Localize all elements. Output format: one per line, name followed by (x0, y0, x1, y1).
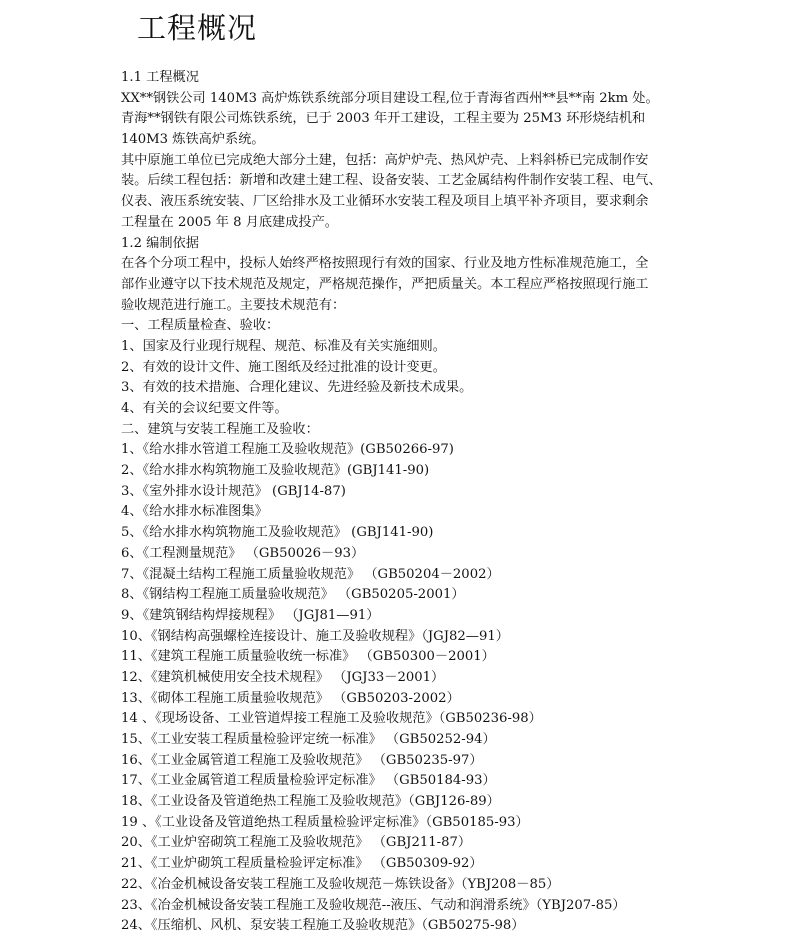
document-line: 15、《工业安装工程质量检验评定统一标准》 （GB50252-94） (121, 732, 496, 747)
document-line: 8、《钢结构工程施工质量验收规范》 （GB50205-2001） (121, 587, 465, 603)
document-line: 23、《冶金机械设备安装工程施工及验收规范--液压、气动和润滑系统》（YBJ207-85） (121, 897, 626, 913)
document-line: 6、《工程测量规范》 （GB50026－93） (121, 545, 365, 561)
document-line: 18、《工业设备及管道绝热工程施工及验收规范》（GBJ126-89） (121, 794, 500, 810)
document-title: 工程概况 (137, 11, 258, 45)
document-line: 10、《钢结构高强螺栓连接设计、施工及验收规程》（JGJ82—91） (121, 628, 509, 644)
document-line: 1、《给水排水管道工程施工及验收规范》(GB50266-97) (121, 442, 454, 458)
document-line: 2、《给水排水构筑物施工及验收规范》(GBJ141-90) (121, 463, 430, 479)
document-line: 16、《工业金属管道工程施工及验收规范》 （GB50235-97） (121, 752, 483, 768)
document-line: 24、《压缩机、风机、泵安装工程施工及验收规范》（GB50275-98） (121, 918, 525, 934)
document-line: 13、《砌体工程施工质量验收规范》 （GB50203-2002） (121, 690, 460, 706)
document-line: 二、建筑与安装工程施工及验收： (121, 421, 319, 437)
document-line: 7、《混凝土结构工程施工质量验收规范》 （GB50204－2002） (121, 566, 500, 582)
document-line: 部作业遵守以下技术规范及规定，严格规范操作，严把质量关。本工程应严格按照现行施工 (121, 276, 649, 292)
document-line: 其中原施工单位已完成绝大部分土建，包括：高炉炉壳、热风炉壳、上料斜桥已完成制作安 (121, 152, 649, 168)
document-line: 20、《工业炉窑砌筑工程施工及验收规范》 （GBJ211-87） (121, 835, 472, 851)
document-line: 1.2 编制依据 (121, 235, 199, 251)
document-line: XX**钢铁公司 140M3 高炉炼铁系统部分项目建设工程,位于青海省西州**县**南 2km 处。 (121, 90, 659, 106)
document-line: 140M3 炼铁高炉系统。 (121, 132, 265, 148)
document-line: 22、《冶金机械设备安装工程施工及验收规范－炼铁设备》（YBJ208－85） (121, 876, 560, 892)
document-line: 17、《工业金属管道工程质量检验评定标准》 （GB50184-93） (121, 773, 496, 789)
document-line: 4、有关的会议纪要文件等。 (121, 401, 288, 416)
document-line: 3、有效的技术措施、合理化建议、先进经验及新技术成果。 (121, 380, 473, 396)
document-line: 5、《给水排水构筑物施工及验收规范》 (GBJ141-90) (121, 525, 434, 541)
document-line: 仪表、液压系统安装、厂区给排水及工业循环水安装工程及项目上填平补齐项目，要求剩余 (121, 194, 649, 210)
document-line: 1、国家及行业现行规程、规范、标准及有关实施细则。 (121, 338, 446, 354)
document-line: 青海**钢铁有限公司炼铁系统，已于 2003 年开工建设，工程主要为 25M3 环形烧结机和 (121, 111, 646, 127)
document-line: 9、《建筑钢结构焊接规程》 （JGJ81—91） (121, 607, 380, 623)
document-line: 14 、《现场设备、工业管道焊接工程施工及验收规范》（GB50236-98） (121, 711, 542, 727)
document-line: 2、有效的设计文件、施工图纸及经过批准的设计变更。 (121, 359, 446, 375)
document-line: 在各个分项工程中，投标人始终严格按照现行有效的国家、行业及地方性标准规范施工，全 (121, 256, 649, 272)
document-line: 3、《室外排水设计规范》 (GBJ14-87) (121, 483, 346, 499)
document-line: 装。后续工程包括：新增和改建土建工程、设备安装、工艺金属结构件制作安装工程、电气、 (121, 173, 662, 189)
document-line: 12、《建筑机械使用安全技术规程》 （JGJ33－2001） (121, 669, 445, 685)
document-line: 21、《工业炉砌筑工程质量检验评定标准》 （GB50309-92） (121, 856, 483, 872)
document-line: 11、《建筑工程施工质量验收统一标准》 （GB50300－2001） (121, 649, 495, 665)
document-line: 1.1 工程概况 (121, 70, 199, 85)
document-line: 4、《给水排水标准图集》 (121, 504, 268, 520)
document-body (121, 68, 681, 937)
document-line: 工程量在 2005 年 8 月底建成投产。 (121, 214, 338, 230)
document-line: 一、工程质量检查、验收： (121, 318, 280, 334)
document-line: 验收规范进行施工。主要技术规范有： (121, 297, 346, 313)
document-line: 19 、《工业设备及管道绝热工程质量检验评定标准》（GB50185-93） (121, 814, 529, 830)
